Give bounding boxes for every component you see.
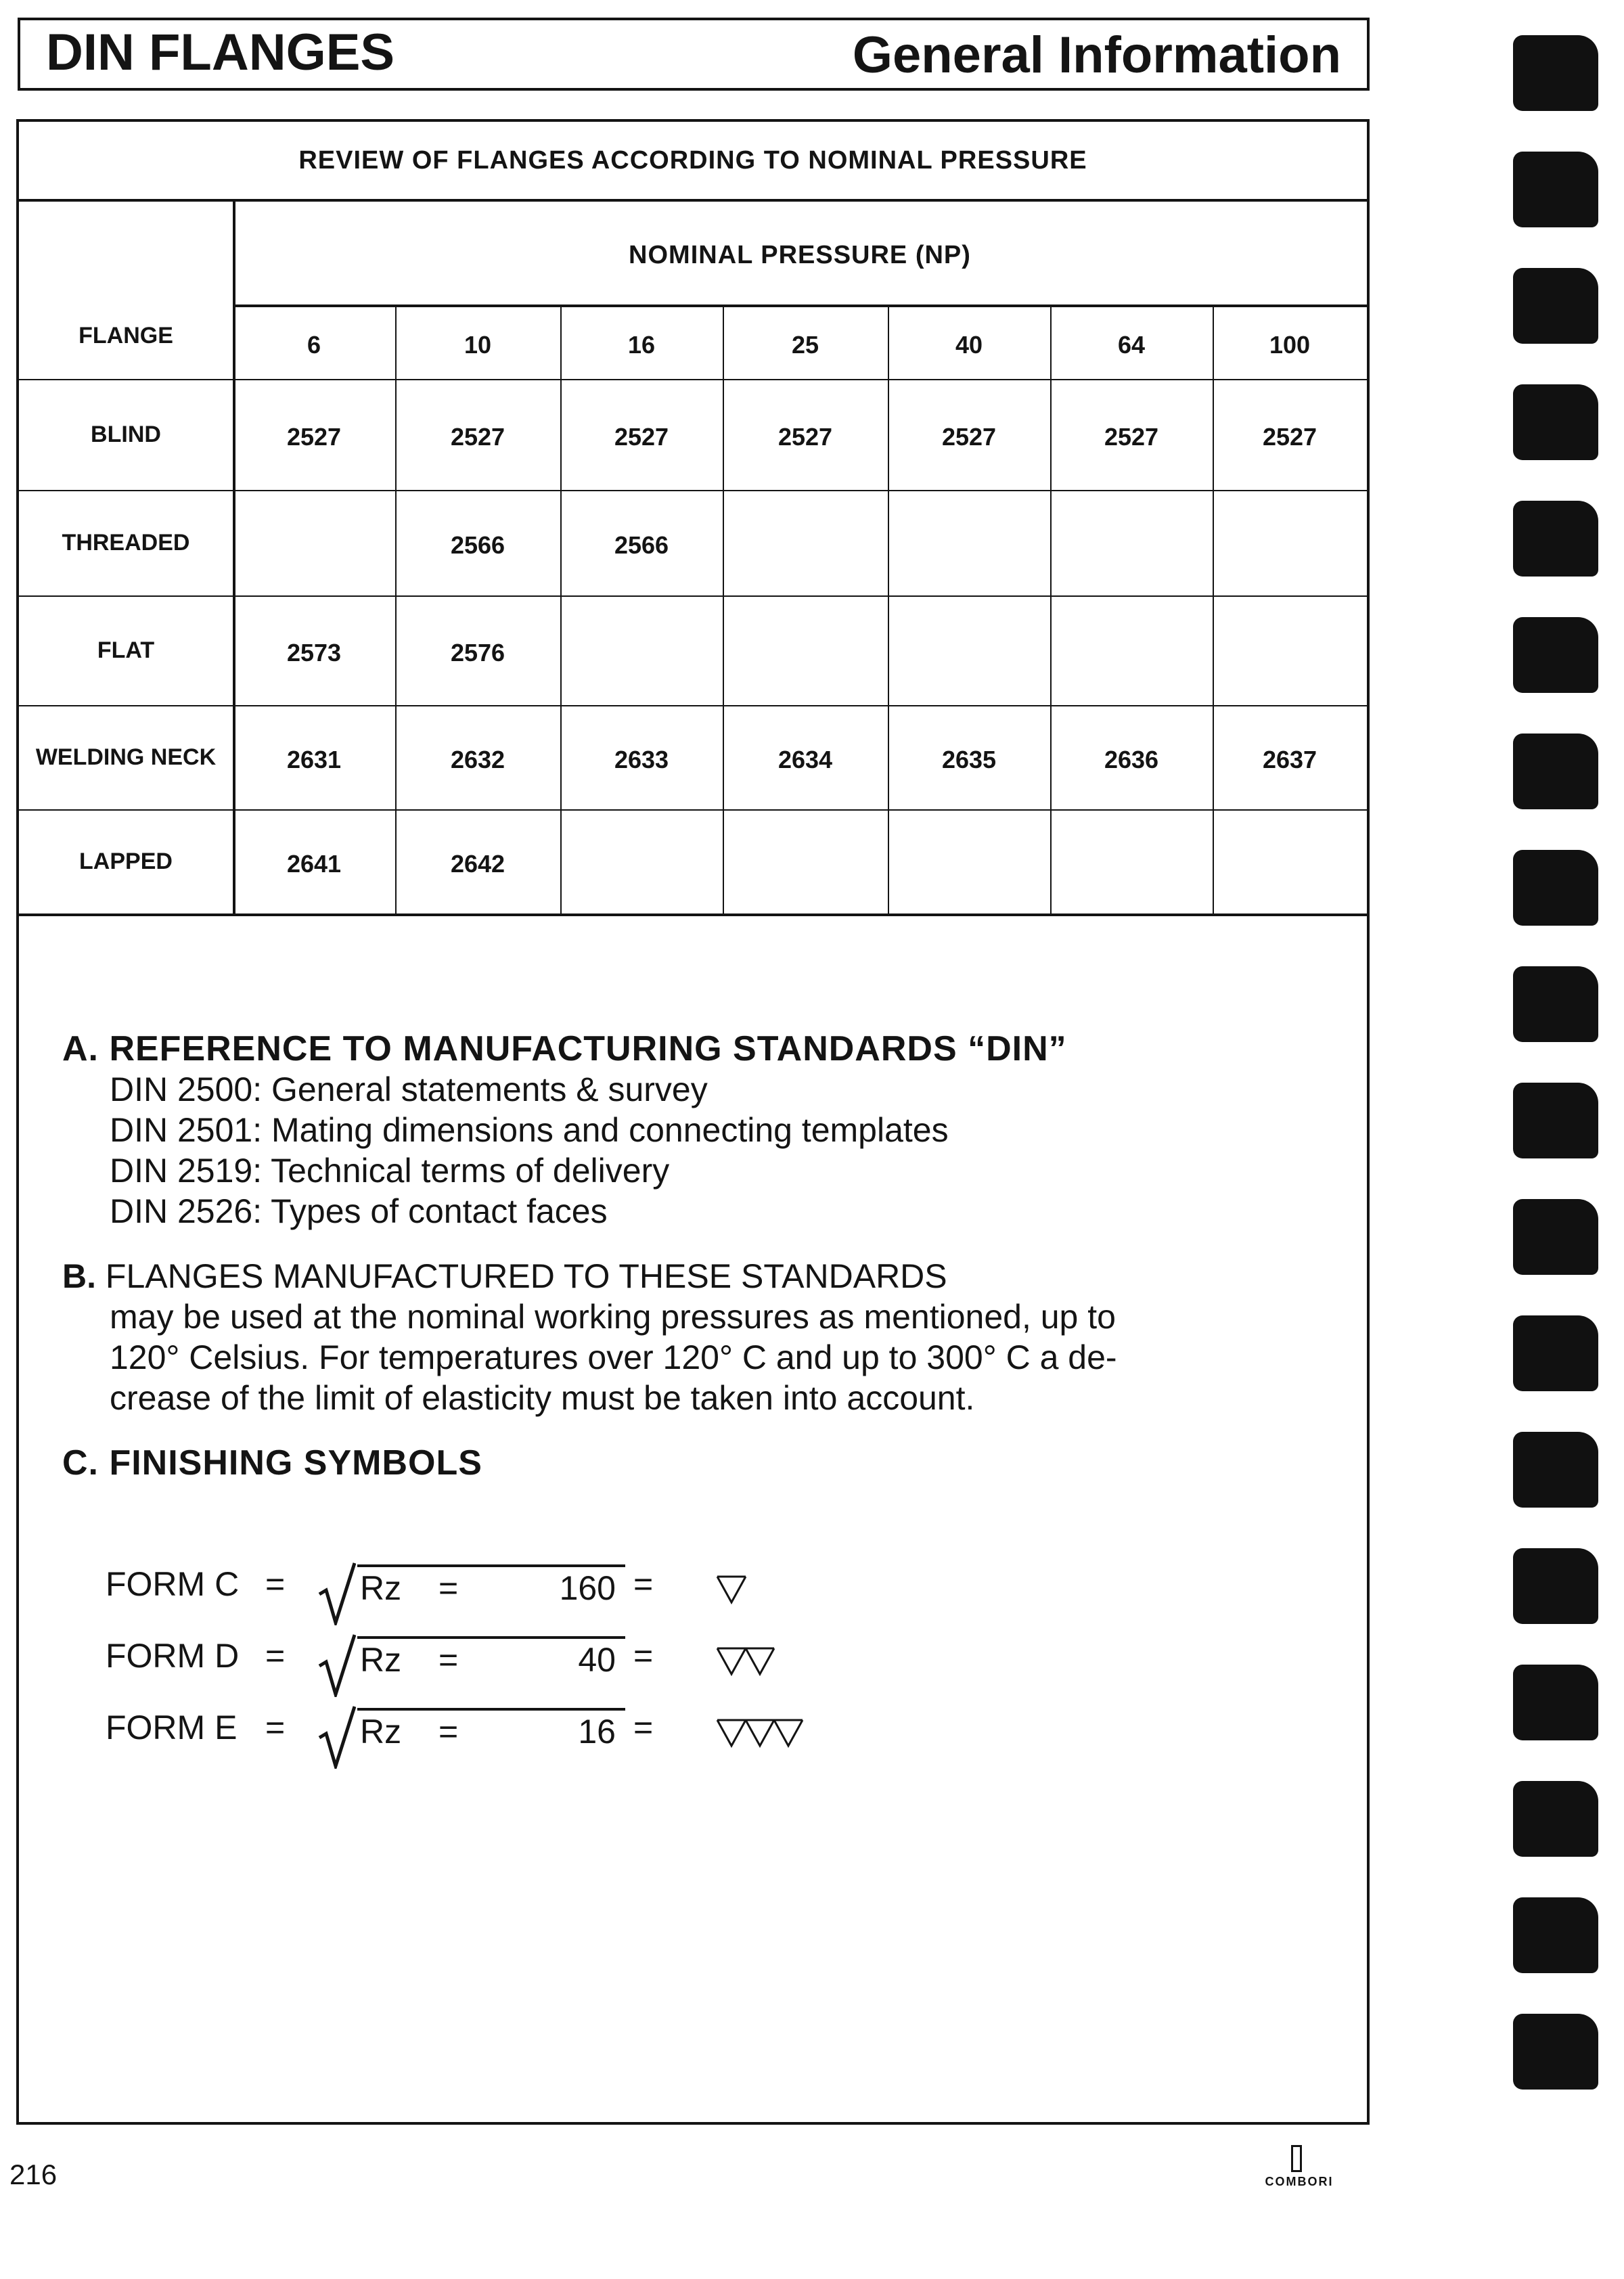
index-tab[interactable] [1513,35,1598,111]
page-header [18,18,1370,91]
table-cell: 2573 [286,639,342,667]
section-title: DIN FLANGES [46,24,395,81]
table-cell: 2527 [614,423,669,451]
index-tab[interactable] [1513,1665,1598,1740]
index-tab[interactable] [1513,1199,1598,1275]
table-cell [560,812,723,916]
table-cell: 2566 [614,531,669,559]
form-label: FORM E [106,1709,238,1746]
rz-label: Rz [360,1713,402,1751]
table-cell: 2527 [777,423,833,451]
pressure-header-40: 40 [955,331,983,359]
table-cell: 2527 [450,423,505,451]
page-number: 216 [9,2159,58,2190]
index-tab[interactable] [1513,966,1598,1042]
section-subtitle: General Information [852,26,1341,84]
table-cell: 2637 [1262,746,1317,773]
finish-triangle [746,1648,774,1674]
equals-sign: = [265,1637,286,1675]
table-cell: 2527 [286,423,342,451]
table-cell: 2641 [286,850,342,878]
table-cell [1213,598,1367,708]
index-tab[interactable] [1513,850,1598,926]
rz-value: 16 [578,1713,616,1751]
index-tab[interactable] [1513,268,1598,344]
table-cell: 2527 [941,423,997,451]
rz-value: 160 [559,1569,616,1607]
equals-sign: = [265,1709,286,1746]
root-symbol-icon [315,1704,356,1769]
pressure-header-100: 100 [1269,331,1311,359]
index-tab[interactable] [1513,152,1598,227]
pressure-header-25: 25 [791,331,819,359]
form-label: FORM D [106,1637,240,1675]
finishing-form-row [106,1636,782,1690]
equals-sign: = [265,1565,286,1603]
index-tab[interactable] [1513,2014,1598,2090]
table-cell: 2642 [450,850,505,878]
section-b-title: FLANGES MANUFACTURED TO THESE STANDARDS [105,1257,947,1295]
table-title: REVIEW OF FLANGES ACCORDING TO NOMINAL PRESSURE [19,122,1367,202]
table-cell [723,812,888,916]
section-b-heading [62,1256,1117,1296]
finish-triangle [746,1720,774,1746]
index-tab[interactable] [1513,1781,1598,1857]
logo-text: COMBORI [1265,2175,1334,2188]
index-tab[interactable] [1513,1315,1598,1391]
din-2526-line: DIN 2526: Types of contact faces [110,1192,608,1230]
section-a [62,1029,1117,1232]
root-symbol-icon [315,1632,356,1697]
index-tab[interactable] [1513,1432,1598,1508]
pressure-header-16: 16 [627,331,656,359]
row-label-blind: BLIND [91,421,161,447]
section-b-letter: B. [62,1257,96,1295]
row-label-threaded: THREADED [62,529,190,556]
index-tabs [1508,0,1624,2279]
din-2519-line: DIN 2519: Technical terms of delivery [110,1152,670,1190]
section-a-heading: A. REFERENCE TO MANUFACTURING STANDARDS “DIN” [62,1029,1067,1068]
equals-sign: = [633,1709,654,1746]
index-tab[interactable] [1513,1897,1598,1973]
rz-equals: = [438,1641,459,1679]
equals-sign: = [633,1565,654,1603]
rz-value: 40 [578,1641,616,1679]
finish-triangle [717,1577,746,1602]
section-b [62,1256,1117,1418]
table-cell [1213,812,1367,916]
notes-section [62,1029,1117,1483]
finish-triangle [774,1720,803,1746]
table-cell: 2633 [614,746,669,773]
index-tab[interactable] [1513,1083,1598,1158]
table-cell [888,493,1050,598]
index-tab[interactable] [1513,384,1598,460]
root-symbol-icon [315,1560,356,1625]
table-cell [1050,812,1213,916]
table-cell [1050,598,1213,708]
index-tab[interactable] [1513,501,1598,577]
form-label: FORM C [106,1565,240,1603]
row-label-lapped: LAPPED [79,848,173,874]
logo-mark [1291,2145,1302,2172]
table-cell [233,493,395,598]
table-cell: 2635 [941,746,997,773]
table-cell: 2566 [450,531,505,559]
finish-symbol-icon [715,1644,780,1678]
table-cell [888,812,1050,916]
rz-expression [357,1708,625,1754]
finish-triangle [717,1648,746,1674]
table-cell: 2632 [450,746,505,773]
index-tab[interactable] [1513,617,1598,693]
rz-equals: = [438,1713,459,1751]
flange-column-header: FLANGE [78,322,173,348]
table-cell: 2527 [1104,423,1159,451]
finishing-form-row [106,1564,782,1619]
table-cell [1213,493,1367,598]
section-c-heading: C. FINISHING SYMBOLS [62,1443,482,1483]
table-cell: 2576 [450,639,505,667]
finish-triangle [717,1720,746,1746]
table-cell [560,598,723,708]
table-cell [888,598,1050,708]
finishing-form-row [106,1708,782,1762]
rz-equals: = [438,1569,459,1607]
pressure-header-10: 10 [464,331,492,359]
section-b-line-3: crease of the limit of elasticity must be taken into account. [110,1379,975,1417]
table-rule [233,304,1367,307]
finish-symbol-icon [715,1716,808,1750]
index-tab[interactable] [1513,734,1598,809]
index-tab[interactable] [1513,1548,1598,1624]
publisher-logo [1245,2145,1353,2192]
table-cell [723,598,888,708]
section-b-line-2: 120° Celsius. For temperatures over 120° C and up to 300° C a de- [110,1338,1117,1376]
content-frame [16,119,1370,2125]
rz-label: Rz [360,1641,402,1679]
rz-expression [357,1564,625,1610]
pressure-header-6: 6 [307,331,321,359]
row-label-welding-neck: WELDING NECK [35,744,217,770]
finish-symbol-icon [715,1573,751,1606]
din-2500-line: DIN 2500: General statements & survey [110,1070,708,1108]
section-b-line-1: may be used at the nominal working pressures as mentioned, up to [110,1298,1116,1336]
pressure-header-64: 64 [1117,331,1146,359]
table-cell: 2636 [1104,746,1159,773]
table-cell [723,493,888,598]
row-label-flat: FLAT [97,637,155,663]
table-cell: 2527 [1262,423,1317,451]
table-cell: 2631 [286,746,342,773]
nominal-pressure-label: NOMINAL PRESSURE (NP) [629,241,971,269]
table-cell [1050,493,1213,598]
din-2501-line: DIN 2501: Mating dimensions and connecting templates [110,1111,949,1149]
rz-expression [357,1636,625,1682]
table-cell: 2634 [777,746,833,773]
equals-sign: = [633,1637,654,1675]
rz-label: Rz [360,1569,402,1607]
